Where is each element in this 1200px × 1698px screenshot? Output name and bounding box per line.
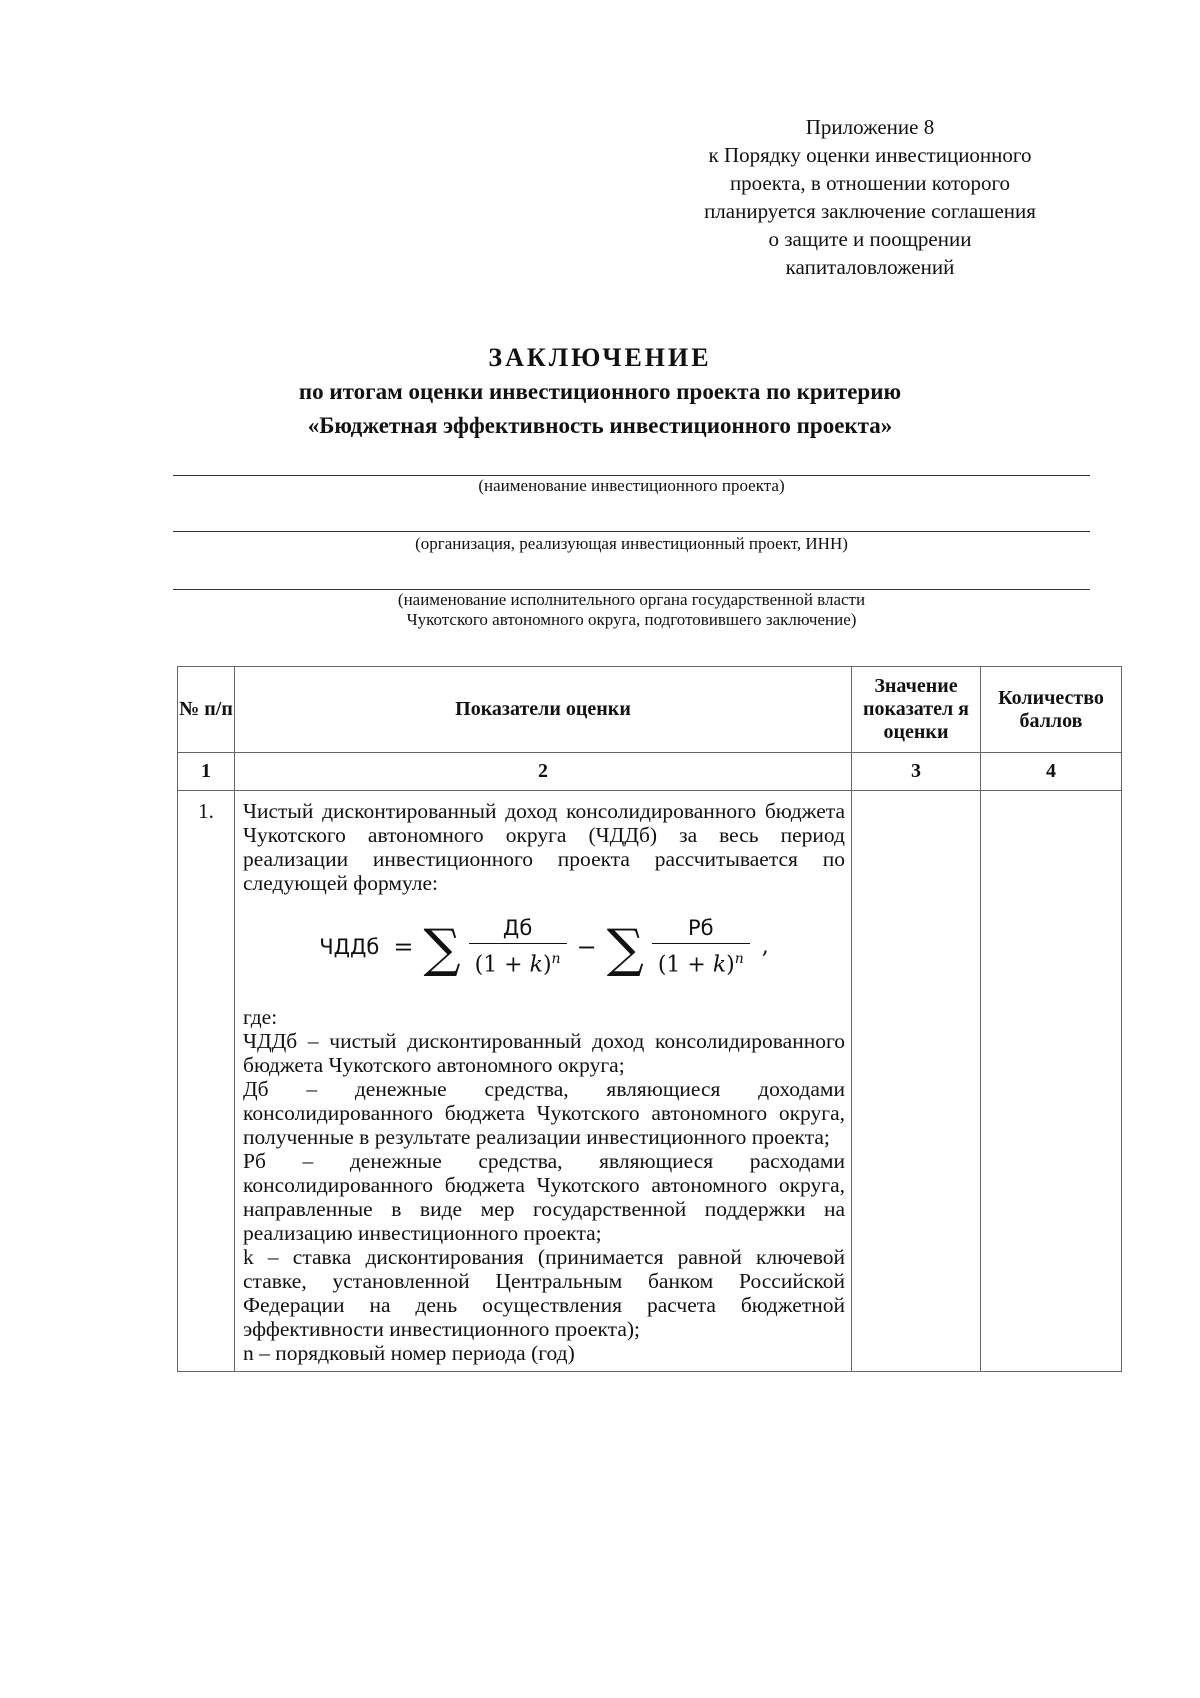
- document-subtitle-line-1: по итогам оценки инвестиционного проекта по критерию: [298, 379, 902, 404]
- column-number: 1: [178, 753, 235, 791]
- definition-item: n – порядковый номер периода (год): [243, 1341, 575, 1365]
- formula-comma: ,: [761, 934, 769, 959]
- discount-denominator: $(1 + k)^n$: [652, 943, 750, 977]
- authority-hint-line-2: Чукотского автономного округа, подготовившего заключение): [406, 610, 857, 629]
- sum-symbol: ∑: [423, 919, 461, 979]
- document-title: ЗАКЛЮЧЕНИЕ: [488, 343, 712, 372]
- sum-symbol: ∑: [606, 919, 644, 979]
- row-number: 1.: [178, 791, 235, 1372]
- expense-fraction: [652, 916, 750, 977]
- definition-item: Дб – денежные средства, являющиеся доходами консолидированного бюджета Чукотского автономного округа, полученные в результате реализации инвестиционного проекта;: [243, 1077, 845, 1149]
- where-label: где:: [243, 1005, 278, 1029]
- formula-minus: −: [576, 933, 597, 961]
- appendix-line: Приложение 8: [805, 115, 935, 139]
- value-cell[interactable]: [852, 791, 981, 1372]
- organization-hint: (организация, реализующая инвестиционный проект, ИНН): [415, 534, 848, 553]
- formula-equals: =: [393, 933, 414, 961]
- appendix-line: капиталовложений: [785, 255, 955, 279]
- formula-lhs: ЧДДб: [319, 935, 380, 959]
- evaluation-table: [177, 666, 1122, 1372]
- definition-item: Рб – денежные средства, являющиеся расходами консолидированного бюджета Чукотского автономного округа, направленные в виде мер государственной поддержки на реализацию инвестиционного проекта;: [243, 1149, 845, 1245]
- organization-field[interactable]: [173, 531, 1090, 532]
- score-cell[interactable]: [981, 791, 1122, 1372]
- indicator-description: [235, 791, 852, 1372]
- document-subtitle-line-2: «Бюджетная эффективность инвестиционного проекта»: [307, 413, 893, 438]
- appendix-line: к Порядку оценки инвестиционного: [708, 143, 1032, 167]
- npv-formula: [243, 899, 845, 995]
- appendix-line: о защите и поощрении: [768, 227, 972, 251]
- indicator-intro: Чистый дисконтированный доход консолидированного бюджета Чукотского автономного округа (ЧДДб) за весь период реализации инвестиционного проекта рассчитывается по следующей формуле:: [243, 799, 845, 895]
- table-header-row: [178, 667, 1122, 753]
- definition-item: k – ставка дисконтирования (принимается равной ключевой ставке, установленной Центральным банком Российской Федерации на день осуществления расчета бюджетной эффективности инвестиционного проекта);: [243, 1245, 845, 1341]
- authority-hint-line-1: (наименование исполнительного органа государственной власти: [397, 590, 866, 609]
- discount-denominator: $(1 + k)^n$: [469, 943, 567, 977]
- header-score: Количество баллов: [981, 667, 1122, 753]
- header-indicators: Показатели оценки: [235, 667, 852, 753]
- expense-numerator: Рб: [687, 916, 714, 941]
- column-number: 3: [852, 753, 981, 791]
- appendix-line: проекта, в отношении которого: [729, 171, 1011, 195]
- header-value: Значение показател я оценки: [852, 667, 981, 753]
- income-numerator: Дб: [502, 916, 533, 941]
- appendix-header: [660, 113, 1080, 281]
- column-number: 2: [235, 753, 852, 791]
- table-row: [178, 791, 1122, 1372]
- income-fraction: [469, 916, 567, 977]
- column-number-row: [178, 753, 1122, 791]
- column-number: 4: [981, 753, 1122, 791]
- project-name-hint: (наименование инвестиционного проекта): [478, 476, 785, 495]
- definition-item: ЧДДб – чистый дисконтированный доход консолидированного бюджета Чукотского автономного округа;: [243, 1029, 845, 1077]
- header-number: № п/п: [178, 667, 235, 753]
- appendix-line: планируется заключение соглашения: [704, 199, 1036, 223]
